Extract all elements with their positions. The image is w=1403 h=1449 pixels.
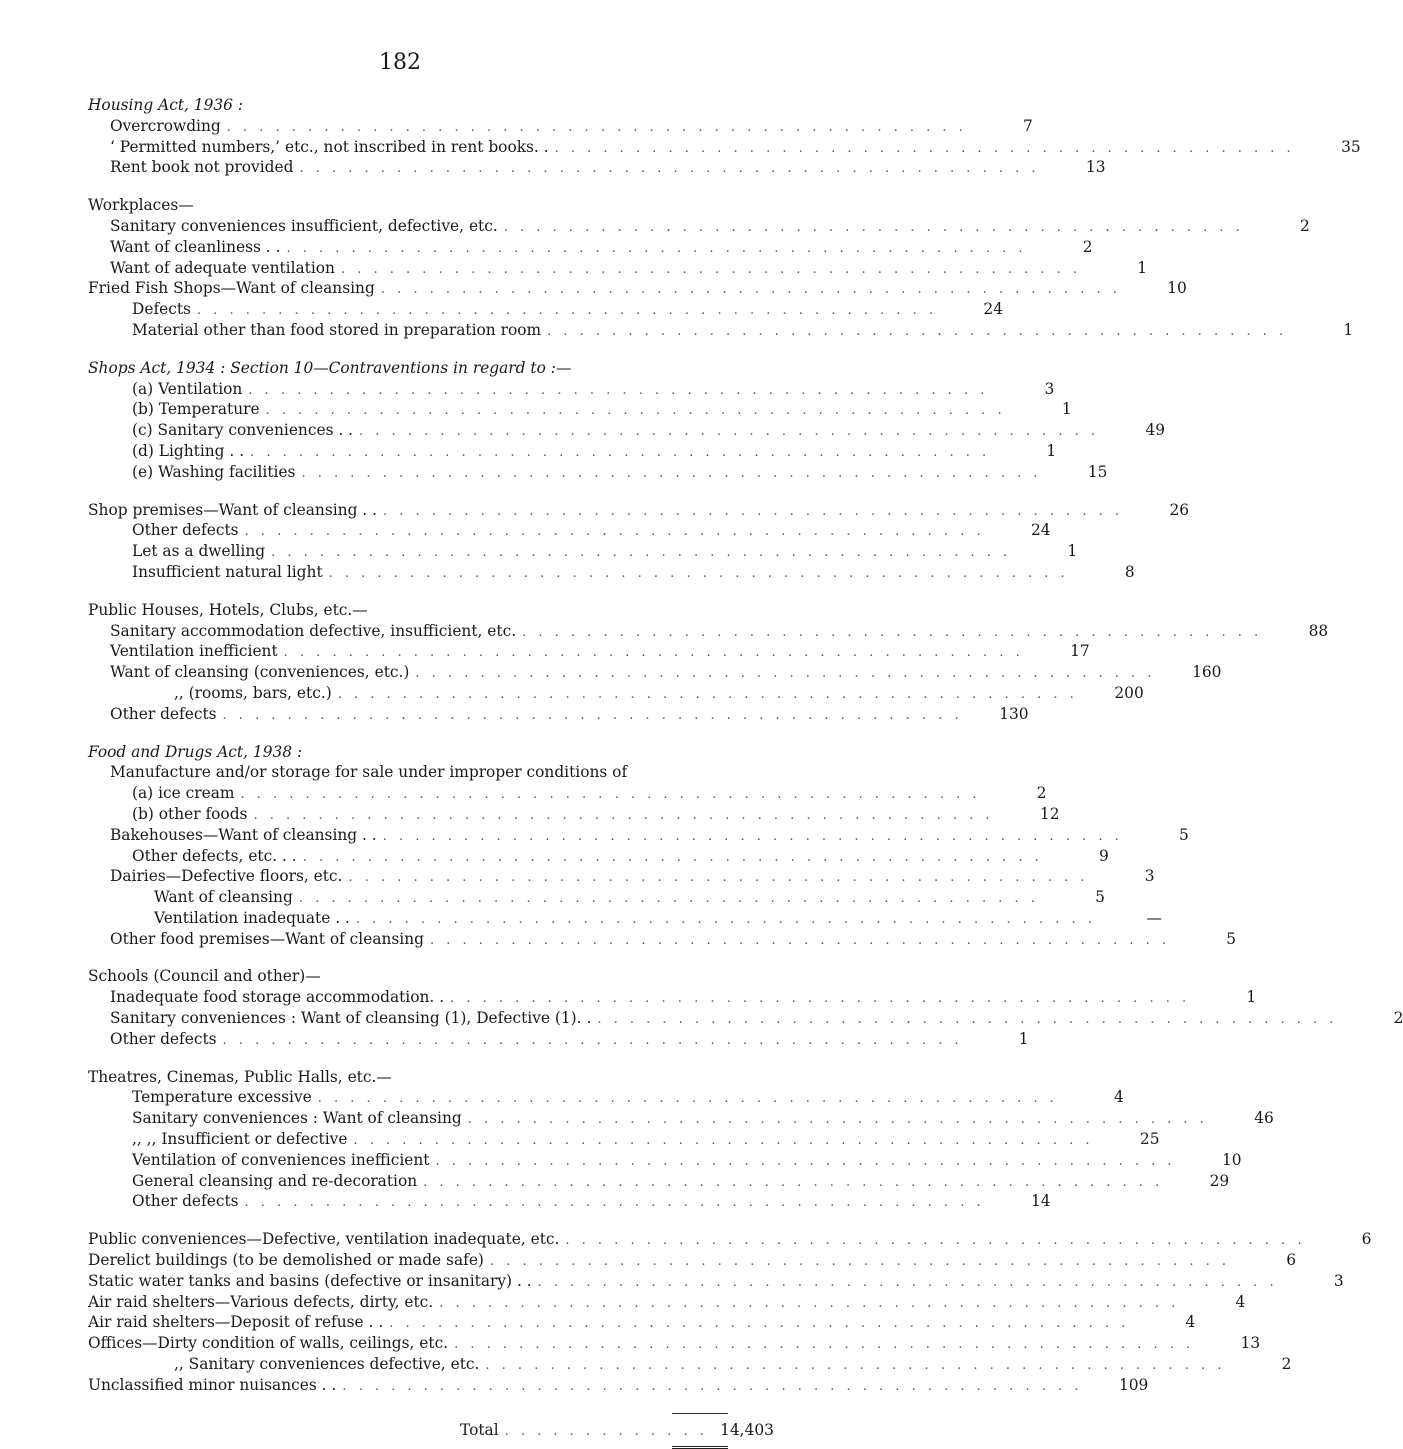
row-value: 49 bbox=[1145, 421, 1166, 440]
leader-dots: . . . . . . . . . . . . . . . . . . . . . . . . . . . . . . . . . . . . . . . . . . . . . . bbox=[565, 1233, 1306, 1249]
table-row bbox=[88, 762, 728, 783]
leader-dots: . . . . . . . . . . . . . . . . . . . . . . . . . . . . . . . . . . . . . . . . . . . . . . bbox=[430, 932, 1171, 948]
row-value: 29 bbox=[1209, 1171, 1230, 1190]
row-label: (c) Sanitary conveniences . . bbox=[132, 421, 354, 440]
row-label: (d) Lighting . . bbox=[132, 441, 245, 460]
row-value: 2 bbox=[1036, 784, 1047, 803]
section bbox=[88, 1229, 1372, 1395]
table-row bbox=[88, 1129, 1160, 1150]
row-label: ,, (rooms, bars, etc.) bbox=[174, 683, 332, 702]
row-value: 3 bbox=[1144, 867, 1155, 886]
leader-dots: . . . . . . . . . . . . . . . . . . . . . . . . . . . . . . . . . . . . . . . . . . . . . . bbox=[328, 565, 1069, 581]
row-label: Let as a dwelling bbox=[132, 542, 266, 561]
row-label: Sanitary conveniences insufficient, defective, etc. bbox=[110, 216, 498, 235]
leader-dots: . . . . . . . . . . . . . . . . . . . . . . . . . . . . . . . . . . . . . . . . . . . . . . bbox=[503, 219, 1244, 235]
row-label: Ventilation inadequate . . bbox=[154, 908, 350, 927]
row-value: 25 bbox=[1139, 1130, 1160, 1149]
leader-dots: . . . . . . . . . . . . . . . . . . . . . . . . . . . . . . . . . . . . . . . . . . . . . . bbox=[415, 666, 1156, 682]
section bbox=[88, 742, 1237, 950]
row-value: 2 bbox=[1300, 216, 1310, 235]
page-number: 182 bbox=[379, 50, 421, 75]
leader-dots: . . . . . . . . . . . . . . . . . . . . . . . . . . . . . . . . . . . . . . . . . . . . . . bbox=[382, 828, 1123, 844]
row-value: 7 bbox=[1022, 116, 1033, 135]
section-heading: Food and Drugs Act, 1938 : bbox=[88, 742, 303, 761]
row-value: 3 bbox=[1333, 1271, 1344, 1290]
row-label: Sanitary conveniences : Want of cleansing (1), Defective (1). . bbox=[110, 1009, 592, 1028]
row-value: 13 bbox=[1240, 1334, 1261, 1353]
leader-dots: . . . . . . . . . . . . . . . . . . . . . . . . . . . . . . . . . . . . . . . . . . . . . . bbox=[537, 1274, 1278, 1290]
leader-dots: . . . . . . . . . . . . . . . . . . . . . . . . . . . . . . . . . . . . . . . . . . . . . . bbox=[439, 1295, 1180, 1311]
row-value: 12 bbox=[1039, 804, 1060, 823]
leader-dots: . . . . . . . . . . . . . . . . . . . . . . . . . . . . . . . . . . . . . . . . . . . . . . bbox=[222, 707, 963, 723]
total-row bbox=[88, 1420, 774, 1443]
leader-dots: . . . . . . . . . . . . . . . . . . . . . . . . . . . . . . . . . . . . . . . . . . . . . . bbox=[302, 849, 1043, 865]
table-row bbox=[88, 929, 1237, 950]
total-value: 14,403 bbox=[720, 1420, 774, 1439]
row-label: Temperature excessive bbox=[132, 1088, 312, 1107]
table-row bbox=[88, 887, 1105, 908]
section-heading: Public Houses, Hotels, Clubs, etc.— bbox=[88, 600, 368, 619]
row-value: 5 bbox=[1226, 929, 1237, 948]
row-value: 5 bbox=[1095, 888, 1105, 907]
leader-dots: . . . . . . . . . . . . . . . . . . . . . . . . . . . . . . . . . . . . . . . . . . . . . . bbox=[522, 624, 1263, 640]
table-row bbox=[88, 783, 1047, 804]
leader-dots: . . . . . . . . . . . . . . . . . . . . . . . . . . . . . . . . . . . . . . . . . . . . . . bbox=[248, 382, 989, 398]
table-row bbox=[88, 137, 1361, 158]
row-value: 109 bbox=[1118, 1375, 1149, 1394]
row-label: Dairies—Defective floors, etc. bbox=[110, 867, 343, 886]
table-row bbox=[88, 1191, 1051, 1212]
leader-dots: . . . . . . . . . . . . . . . . . . . . . . . . . . . . . . . . . . . . . . . . . . . . . . bbox=[244, 524, 985, 540]
row-value: 130 bbox=[999, 704, 1029, 723]
row-label: Air raid shelters—Deposit of refuse . . bbox=[88, 1313, 384, 1332]
row-label: (b) Temperature bbox=[132, 400, 260, 419]
section bbox=[88, 195, 1354, 341]
total-label: Total bbox=[460, 1420, 499, 1439]
row-label: ,, Sanitary conveniences defective, etc. bbox=[174, 1355, 480, 1374]
row-label: Static water tanks and basins (defective or insanitary) . . bbox=[88, 1271, 532, 1290]
row-label: Unclassified minor nuisances . . bbox=[88, 1375, 337, 1394]
leader-dots: . . . . . . . . . . . . . . . . . . . . . . . . . . . . . . . . . . . . . . . . . . . . . . bbox=[383, 503, 1124, 519]
row-value: 17 bbox=[1070, 642, 1090, 661]
leader-dots: . . . . . . . . . . . . . . . . . . . . . . . . . . . . . . . . . . . . . . . . . . . . . . bbox=[389, 1316, 1130, 1332]
section-heading: Shops Act, 1934 : Section 10—Contraventions in regard to :— bbox=[88, 358, 572, 377]
row-value: 26 bbox=[1169, 500, 1190, 519]
leader-dots: . . . . . . . . . . . . . . . . . . . . . . . . . . . . . . . . . . . . . . . . . . . . . . bbox=[454, 1337, 1195, 1353]
leader-dots: . . . . . . . . . . . . . . . . . . . . . . . . . . . . . . . . . . . . . . . . . . . . . . bbox=[298, 891, 1039, 907]
row-label: Other defects bbox=[132, 1192, 239, 1211]
row-label: Overcrowding bbox=[110, 116, 221, 135]
row-label: Derelict buildings (to be demolished or made safe) bbox=[88, 1251, 484, 1270]
leader-dots: . . . . . . . . . . . . . . . . . . . . . . . . . . . . . . . . . . . . . . . . . . . . . . bbox=[301, 465, 1042, 481]
leader-dots: . . . . . . . . . . . . . . . . . . . . . . . . . . . . . . . . . . . . . . . . . . . . . . bbox=[359, 424, 1100, 440]
row-label: Want of cleansing bbox=[154, 888, 293, 907]
table-row bbox=[88, 804, 1060, 825]
leader-dots: . . . . . . . . . . . . . . . . . . . . . . . . . . . . . . . . . . . . . . . . . . . . . . bbox=[547, 323, 1288, 339]
row-label: Want of cleansing (conveniences, etc.) bbox=[110, 663, 410, 682]
row-label: Air raid shelters—Various defects, dirty, etc. bbox=[88, 1292, 434, 1311]
table-row bbox=[88, 866, 1155, 887]
row-value: 6 bbox=[1286, 1251, 1296, 1270]
section bbox=[88, 95, 1361, 178]
row-label: Want of adequate ventilation bbox=[110, 258, 335, 277]
row-value: 200 bbox=[1114, 683, 1144, 702]
row-label: Sanitary conveniences : Want of cleansing bbox=[132, 1109, 462, 1128]
table-row bbox=[88, 1312, 1196, 1333]
row-value: 3 bbox=[1044, 379, 1055, 398]
leader-dots: . . . . . . . . . . . . . . . . . . . . . . . . . . . . . . . . . . . . . . . . . . . . . . bbox=[286, 240, 1027, 256]
table-row bbox=[88, 1108, 1274, 1129]
row-value: 4 bbox=[1114, 1088, 1124, 1107]
row-value: 13 bbox=[1085, 158, 1106, 177]
row-value: 1 bbox=[1061, 400, 1072, 419]
table-row bbox=[88, 683, 1144, 704]
row-value: 10 bbox=[1167, 279, 1187, 298]
row-value: 2 bbox=[1082, 237, 1093, 256]
table-row bbox=[88, 1271, 1344, 1292]
table-row bbox=[88, 462, 1108, 483]
leader-dots: . . . . . . . . . . . . . . . . . . . . . . . . . . . . . . . . . . . . . . . . . . . . . . bbox=[450, 991, 1191, 1007]
table-row bbox=[88, 420, 1166, 441]
row-label: Manufacture and/or storage for sale under improper conditions of bbox=[110, 763, 628, 782]
leader-dots: . . . . . . . . . . . . . . . . . . . . . . . . . . . . . . . . . . . . . . . . . . . . . . bbox=[265, 403, 1006, 419]
table-row bbox=[88, 846, 1109, 867]
row-label: Other defects, etc. . . bbox=[132, 846, 297, 865]
leader-dots: . . . . . . . . . . . . . . . . . . . . . . . . . . . . . . . . . . . . . . . . . . . . . . bbox=[489, 1254, 1230, 1270]
leader-dots: . . . . . . . . . . . . . . . . . . . . . . . . . . . . . . . . . . . . . . . . . . . . . . bbox=[337, 686, 1078, 702]
section bbox=[88, 500, 1190, 583]
table-row bbox=[88, 237, 1093, 258]
row-value: 10 bbox=[1221, 1150, 1242, 1169]
section-heading: Schools (Council and other)— bbox=[88, 967, 321, 986]
total-rule bbox=[88, 1413, 728, 1414]
leader-dots: . . . . . . . . . . . . . . . . . . . . . . . . . . . . . . . . . . . . . . . . . . . . . . bbox=[250, 444, 991, 460]
row-value: 14 bbox=[1031, 1192, 1051, 1211]
row-value: 2 bbox=[1281, 1355, 1292, 1374]
leader-dots: . . . . . . . . . . . . . . . . . . . . . . . . . . . . . . . . . . . . . . . . . . . . . . bbox=[380, 282, 1121, 298]
table-row bbox=[88, 1029, 1029, 1050]
row-value: 1 bbox=[1018, 1029, 1029, 1048]
table-row bbox=[88, 987, 1257, 1008]
section bbox=[88, 600, 1329, 725]
section-heading: Workplaces— bbox=[88, 196, 194, 215]
table-row bbox=[88, 216, 1310, 237]
row-value: 8 bbox=[1124, 562, 1135, 581]
row-label: Rent book not provided bbox=[110, 158, 294, 177]
table-row bbox=[88, 1150, 1242, 1171]
row-value: 88 bbox=[1308, 621, 1329, 640]
row-label: Ventilation of conveniences inefficient bbox=[132, 1150, 430, 1169]
row-value: 24 bbox=[1031, 521, 1051, 540]
row-value: 1 bbox=[1067, 542, 1078, 561]
table-row bbox=[88, 157, 1106, 178]
row-label: ‘ Permitted numbers,’ etc., not inscribed in rent books. . bbox=[110, 137, 549, 156]
row-label: Shop premises—Want of cleansing . . bbox=[88, 500, 377, 519]
leader-dots: . . . . . . . . . . . . . . . . . . . . . . . . . . . . . . . . . . . . . . . . . . . . . . bbox=[348, 870, 1089, 886]
section-heading: Theatres, Cinemas, Public Halls, etc.— bbox=[88, 1067, 392, 1086]
table-row bbox=[88, 621, 1329, 642]
leader-dots: . . . . . . . . . . . . . . . . . . . . . . . . . . . . . . . . . . . . . . . . . . . . . . bbox=[317, 1091, 1058, 1107]
row-value: 1 bbox=[1343, 320, 1354, 339]
leader-dots: . . . . . . . . . . . . . . . . . . . . . . . . . . . . . . . . . . . . . . . . . . . . . . bbox=[222, 1032, 963, 1048]
row-label: (e) Washing facilities bbox=[132, 462, 296, 481]
table-row bbox=[88, 379, 1055, 400]
table-row bbox=[88, 1292, 1246, 1313]
row-value: 160 bbox=[1192, 663, 1222, 682]
row-label: Other food premises—Want of cleansing bbox=[110, 929, 424, 948]
row-value: 5 bbox=[1178, 825, 1189, 844]
table-row bbox=[88, 258, 1148, 279]
leader-dots: . . . . . . . . . . . . . . . . . . . . . . . . . . . . . . . . . . . . . . . . . . . . . . bbox=[342, 1378, 1083, 1394]
row-label: Defects bbox=[132, 300, 191, 319]
row-label: Sanitary accommodation defective, insufficient, etc. bbox=[110, 621, 517, 640]
row-value: — bbox=[1146, 908, 1162, 927]
leader-dots: . . . . . . . . . . . . . . . . . . . . . . . . . . . . . . . . . . . . . . . . . . . . . . bbox=[226, 119, 967, 135]
row-value: 1 bbox=[1137, 258, 1148, 277]
row-label: Inadequate food storage accommodation. . bbox=[110, 988, 445, 1007]
leader-dots: . . . . . . . . . . . . . . . . . . . . . . . . . . . . . . . . . . . . . . . . . . . . . . bbox=[554, 140, 1295, 156]
table-row bbox=[88, 541, 1078, 562]
table-row bbox=[88, 320, 1354, 341]
leader-dots: . . . . . . . . . . . . . . . . . . . . . . . . . . . . . . . . . . . . . . . . . . . . . . bbox=[467, 1112, 1208, 1128]
leader-dots: . . . . . . . . . . . . . . . . . . . . . . . . . . . . . . . . . . . . . . . . . . . . . . bbox=[283, 645, 1024, 661]
table-row bbox=[88, 1375, 1149, 1396]
section bbox=[88, 966, 1403, 1049]
table-row bbox=[88, 500, 1190, 521]
row-label: Other defects bbox=[110, 1029, 217, 1048]
row-value: 46 bbox=[1254, 1109, 1274, 1128]
section bbox=[88, 358, 1166, 483]
row-label: Want of cleanliness . . bbox=[110, 237, 281, 256]
row-label: Public conveniences—Defective, ventilation inadequate, etc. bbox=[88, 1230, 560, 1249]
row-label: (a) ice cream bbox=[132, 784, 235, 803]
row-label: Material other than food stored in preparation room bbox=[132, 320, 542, 339]
table-row bbox=[88, 662, 1222, 683]
table-row bbox=[88, 1171, 1230, 1192]
row-label: (b) other foods bbox=[132, 804, 248, 823]
table-row bbox=[88, 641, 1090, 662]
table-row bbox=[88, 1229, 1372, 1250]
leader-dots: . . . . . . . . . . . . . . . . . . . . . . . . . . . . . . . . . . . . . . . . . . . . . . bbox=[423, 1174, 1164, 1190]
row-value: 15 bbox=[1087, 462, 1108, 481]
row-label: ,, ,, Insufficient or defective bbox=[132, 1130, 348, 1149]
table-row bbox=[88, 1087, 1124, 1108]
row-label: (a) Ventilation bbox=[132, 379, 243, 398]
nuisances-table bbox=[88, 95, 1403, 1449]
leader-dots: . . . . . . . . . . . . . bbox=[504, 1423, 708, 1439]
row-value: 4 bbox=[1185, 1313, 1196, 1332]
leader-dots: . . . . . . . . . . . . . . . . . . . . . . . . . . . . . . . . . . . . . . . . . . . . . . bbox=[196, 303, 938, 319]
row-value: 1 bbox=[1246, 988, 1257, 1007]
section-heading: Housing Act, 1936 : bbox=[88, 96, 244, 114]
leader-dots: . . . . . . . . . . . . . . . . . . . . . . . . . . . . . . . . . . . . . . . . . . . . . . bbox=[353, 1133, 1094, 1149]
row-value: 24 bbox=[983, 300, 1004, 319]
leader-dots: . . . . . . . . . . . . . . . . . . . . . . . . . . . . . . . . . . . . . . . . . . . . . . bbox=[253, 807, 994, 823]
row-value: 2 bbox=[1393, 1009, 1403, 1028]
row-value: 4 bbox=[1235, 1292, 1246, 1311]
row-label: Fried Fish Shops—Want of cleansing bbox=[88, 279, 375, 298]
table-row bbox=[88, 399, 1072, 420]
table-row bbox=[88, 908, 1162, 929]
table-row bbox=[88, 1008, 1403, 1029]
leader-dots: . . . . . . . . . . . . . . . . . . . . . . . . . . . . . . . . . . . . . . . . . . . . . . bbox=[299, 161, 1040, 177]
leader-dots: . . . . . . . . . . . . . . . . . . . . . . . . . . . . . . . . . . . . . . . . . . . . . . bbox=[435, 1153, 1176, 1169]
row-label: Other defects bbox=[132, 521, 239, 540]
table-row bbox=[88, 441, 1057, 462]
row-label: Other defects bbox=[110, 704, 217, 723]
leader-dots: . . . . . . . . . . . . . . . . . . . . . . . . . . . . . . . . . . . . . . . . . . . . . . bbox=[340, 261, 1082, 277]
leader-dots: . . . . . . . . . . . . . . . . . . . . . . . . . . . . . . . . . . . . . . . . . . . . . . bbox=[597, 1012, 1338, 1028]
row-value: 1 bbox=[1046, 441, 1057, 460]
leader-dots: . . . . . . . . . . . . . . . . . . . . . . . . . . . . . . . . . . . . . . . . . . . . . . bbox=[240, 787, 981, 803]
leader-dots: . . . . . . . . . . . . . . . . . . . . . . . . . . . . . . . . . . . . . . . . . . . . . . bbox=[271, 545, 1012, 561]
row-label: General cleansing and re-decoration bbox=[132, 1171, 418, 1190]
leader-dots: . . . . . . . . . . . . . . . . . . . . . . . . . . . . . . . . . . . . . . . . . . . . . . bbox=[355, 911, 1096, 927]
row-value: 9 bbox=[1098, 846, 1109, 865]
leader-dots: . . . . . . . . . . . . . . . . . . . . . . . . . . . . . . . . . . . . . . . . . . . . . . bbox=[485, 1358, 1226, 1374]
table-row bbox=[88, 1250, 1296, 1271]
table-row bbox=[88, 299, 1004, 320]
row-label: Ventilation inefficient bbox=[110, 642, 278, 661]
table-row bbox=[88, 1354, 1292, 1375]
table-row bbox=[88, 520, 1051, 541]
leader-dots: . . . . . . . . . . . . . . . . . . . . . . . . . . . . . . . . . . . . . . . . . . . . . . bbox=[244, 1195, 985, 1211]
table-row bbox=[88, 278, 1187, 299]
row-label: Insufficient natural light bbox=[132, 562, 323, 581]
table-row bbox=[88, 704, 1029, 725]
section bbox=[88, 1067, 1274, 1213]
row-label: Bakehouses—Want of cleansing . . bbox=[110, 825, 377, 844]
row-value: 35 bbox=[1341, 137, 1361, 156]
table-row bbox=[88, 1333, 1261, 1354]
table-row bbox=[88, 562, 1135, 583]
table-row bbox=[88, 116, 1033, 137]
row-value: 6 bbox=[1361, 1230, 1372, 1249]
table-row bbox=[88, 825, 1189, 846]
row-label: Offices—Dirty condition of walls, ceilings, etc. bbox=[88, 1334, 449, 1353]
